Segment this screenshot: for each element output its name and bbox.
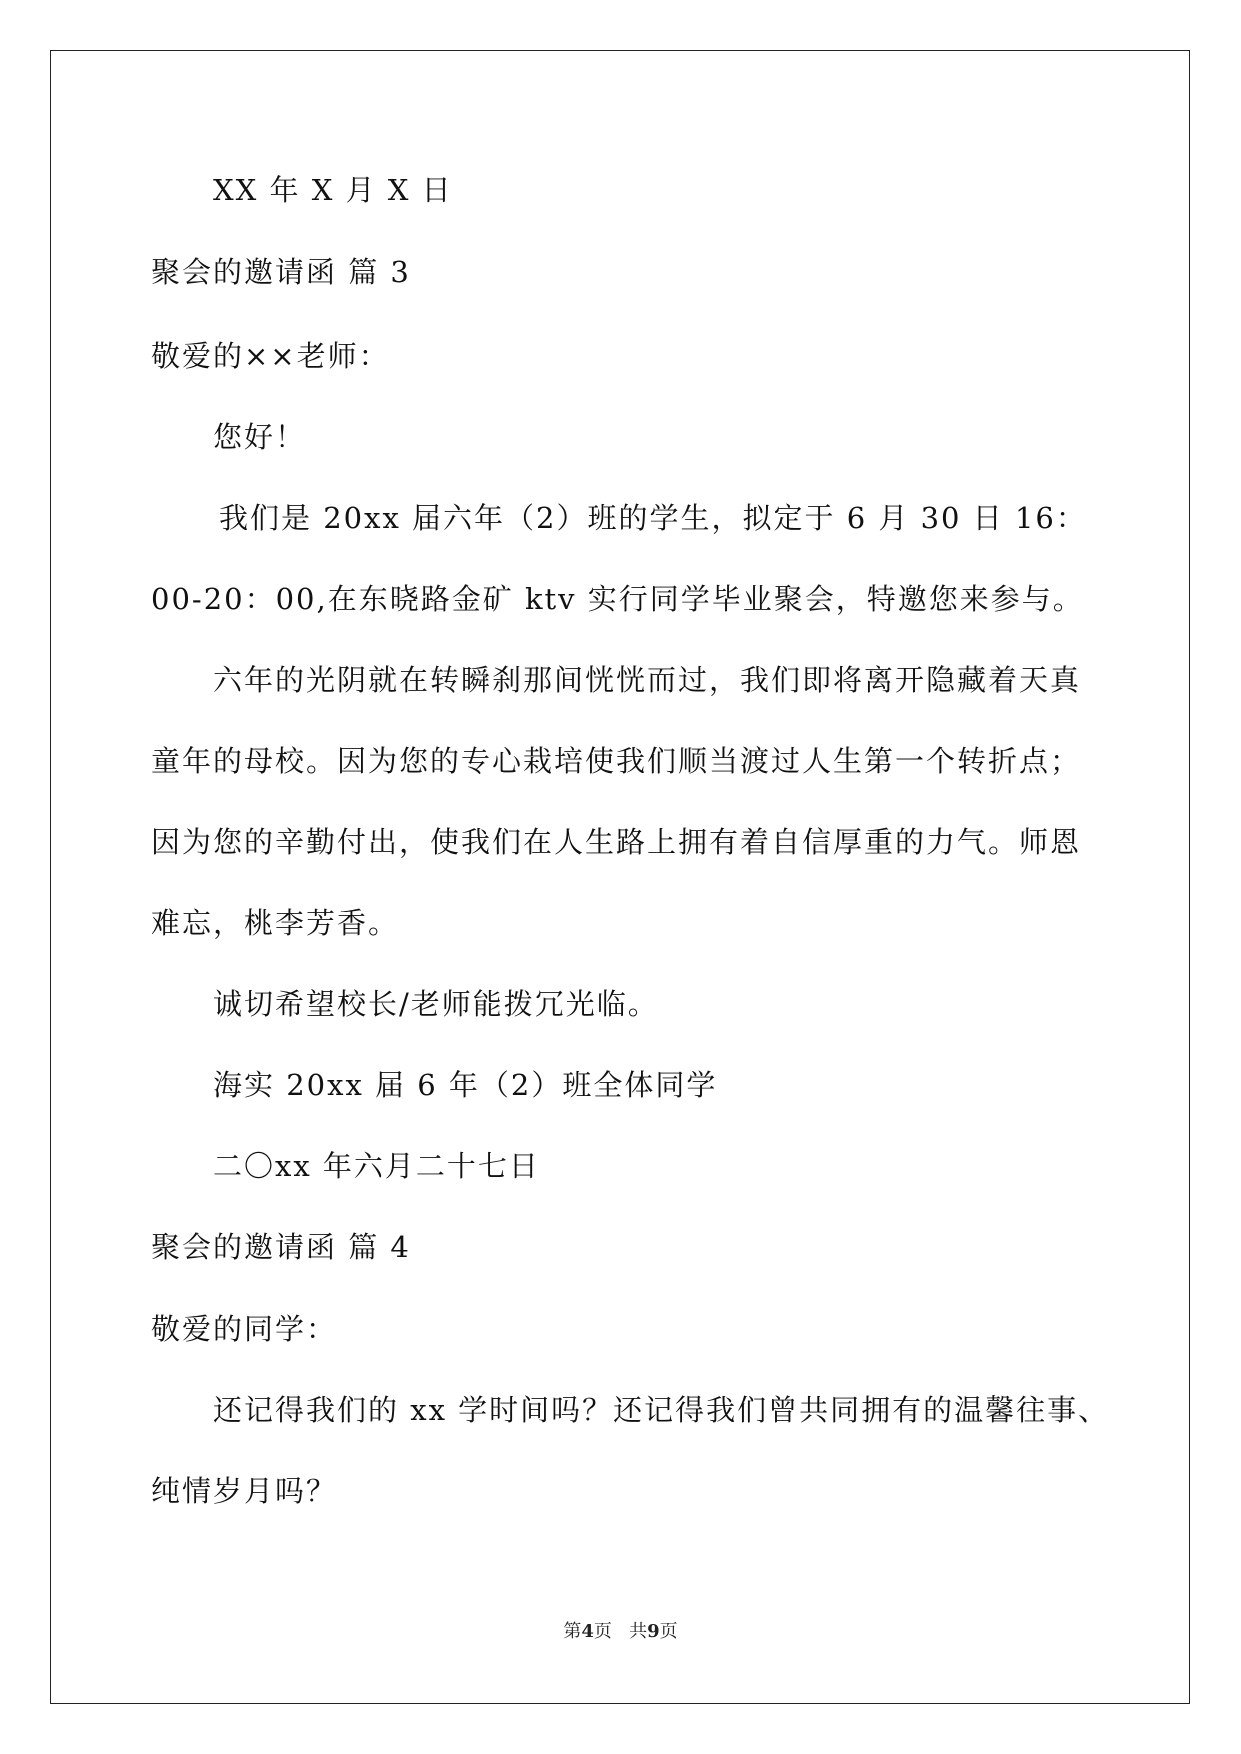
signature-date: 二〇xx 年六月二十七日 (213, 1149, 540, 1183)
paragraph-line: 还记得我们的 xx 学时间吗？还记得我们曾共同拥有的温馨往事、 (213, 1393, 1110, 1427)
salutation-teacher: 敬爱的××老师： (151, 339, 390, 373)
section-heading-4: 聚会的邀请函 篇 4 (151, 1230, 411, 1264)
footer-page-number: 4 (581, 1621, 594, 1642)
section-heading-3: 聚会的邀请函 篇 3 (151, 255, 411, 289)
footer-total-pages: 9 (647, 1621, 660, 1642)
greeting: 您好！ (213, 420, 307, 454)
paragraph-line: 纯情岁月吗？ (151, 1474, 338, 1508)
paragraph-line: 六年的光阴就在转瞬刹那间恍恍而过，我们即将离开隐藏着天真 (213, 663, 1082, 697)
footer-total-prefix: 共 (629, 1621, 648, 1642)
paragraph-line: 00-20：00,在东晓路金矿 ktv 实行同学毕业聚会，特邀您来参与。 (151, 582, 1084, 616)
salutation-classmates: 敬爱的同学： (151, 1312, 338, 1346)
signature-line: 海实 20xx 届 6 年（2）班全体同学 (213, 1068, 718, 1102)
footer-total-suffix: 页 (659, 1621, 678, 1642)
page-border (50, 50, 1190, 1704)
footer-page-suffix: 页 (593, 1621, 612, 1642)
paragraph-line: 童年的母校。因为您的专心栽培使我们顺当渡过人生第一个转折点； (151, 744, 1082, 778)
paragraph-line: 难忘，桃李芳香。 (151, 906, 400, 940)
paragraph-line: 我们是 20xx 届六年（2）班的学生，拟定于 6 月 30 日 16： (219, 501, 1087, 535)
page-footer (0, 1620, 1241, 1644)
paragraph-line: 因为您的辛勤付出，使我们在人生路上拥有着自信厚重的力气。师恩 (151, 825, 1082, 859)
footer-prefix: 第 (563, 1621, 582, 1642)
paragraph-line: 诚切希望校长/老师能拨冗光临。 (213, 987, 659, 1021)
date-line: XX 年 X 月 X 日 (213, 173, 453, 207)
